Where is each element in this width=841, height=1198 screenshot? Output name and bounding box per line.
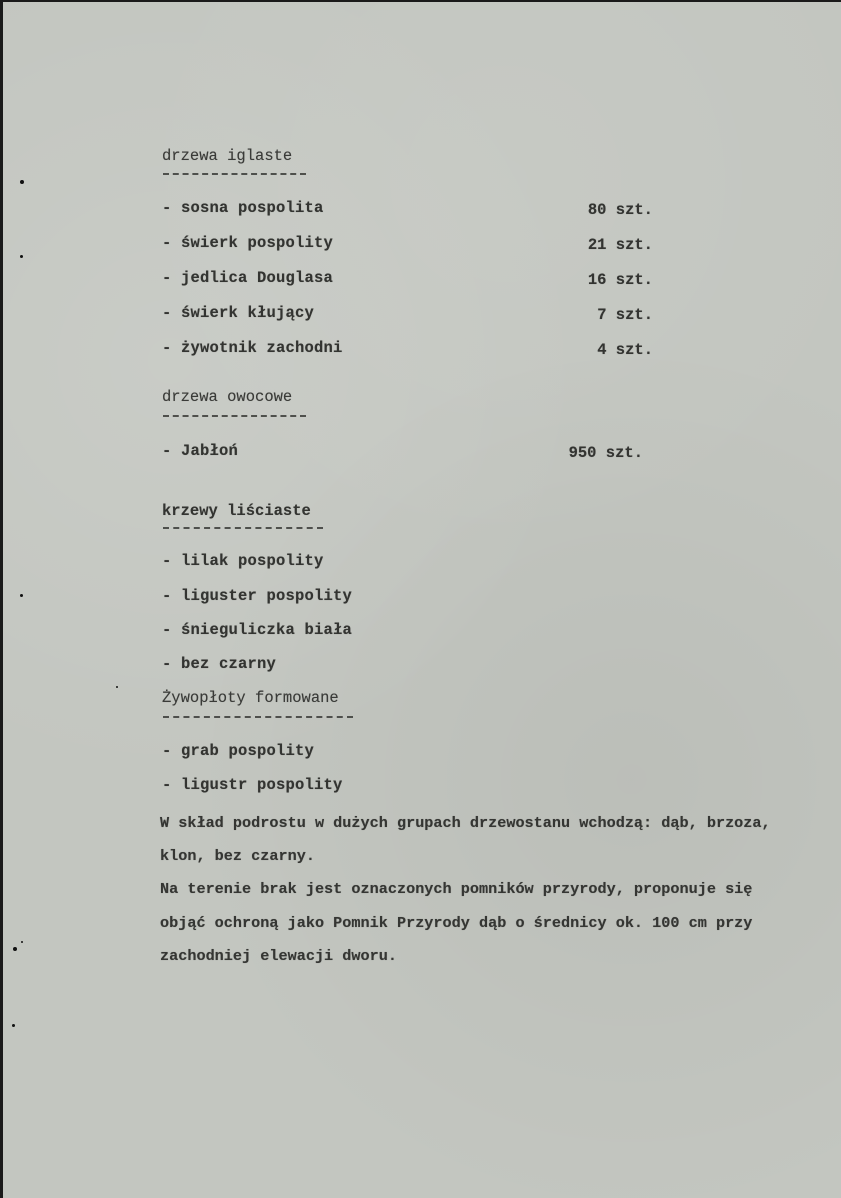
list-item-quantity: 21 szt. [587, 236, 653, 254]
paragraph-line: klon, bez czarny. [160, 847, 315, 865]
list-item: - sosna pospolita [162, 199, 324, 217]
list-item: - lilak pospolity [162, 552, 324, 570]
list-item: - świerk kłujący [162, 304, 315, 322]
paragraph-line: zachodniej elewacji dworu. [160, 947, 397, 965]
margin-mark [12, 1024, 15, 1027]
list-item: - żywotnik zachodni [162, 339, 343, 357]
list-item: - grab pospolity [162, 742, 315, 760]
paragraph-line: Na terenie brak jest oznaczonych pomników przyrody, proponuje się [160, 880, 753, 898]
list-item: - jedlica Douglasa [162, 269, 334, 287]
heading-underline [163, 173, 306, 175]
list-item: - bez czarny [162, 655, 277, 673]
list-item-quantity: 80 szt. [587, 201, 653, 219]
heading-underline [163, 527, 323, 529]
list-item: - świerk pospolity [162, 234, 334, 252]
section-heading-hedges: Żywopłoty formowane [162, 689, 339, 707]
section-heading-deciduous-shrubs: krzewy liściaste [162, 502, 311, 520]
margin-mark [20, 180, 24, 184]
margin-mark [20, 255, 23, 258]
margin-mark [21, 941, 23, 943]
margin-mark [13, 947, 17, 951]
section-heading-fruit-trees: drzewa owocowe [162, 388, 293, 406]
heading-underline [163, 415, 306, 417]
list-item-quantity: 950 szt. [568, 444, 643, 462]
margin-mark [20, 594, 23, 597]
list-item-quantity: 16 szt. [587, 271, 653, 289]
list-item: - ligustr pospolity [162, 776, 343, 794]
section-heading-conifers: drzewa iglaste [162, 147, 293, 165]
paragraph-line: W skład podrostu w dużych grupach drzewostanu wchodzą: dąb, brzoza, [160, 814, 771, 832]
margin-mark [116, 686, 118, 688]
document-page [3, 2, 841, 1198]
list-item-quantity: 4 szt. [597, 341, 653, 359]
list-item: - śnieguliczka biała [162, 621, 353, 639]
list-item: - Jabłoń [162, 442, 239, 460]
list-item-quantity: 7 szt. [597, 306, 653, 324]
heading-underline [163, 716, 353, 718]
list-item: - liguster pospolity [162, 587, 353, 605]
paragraph-line: objąć ochroną jako Pomnik Przyrody dąb o średnicy ok. 100 cm przy [160, 914, 753, 932]
